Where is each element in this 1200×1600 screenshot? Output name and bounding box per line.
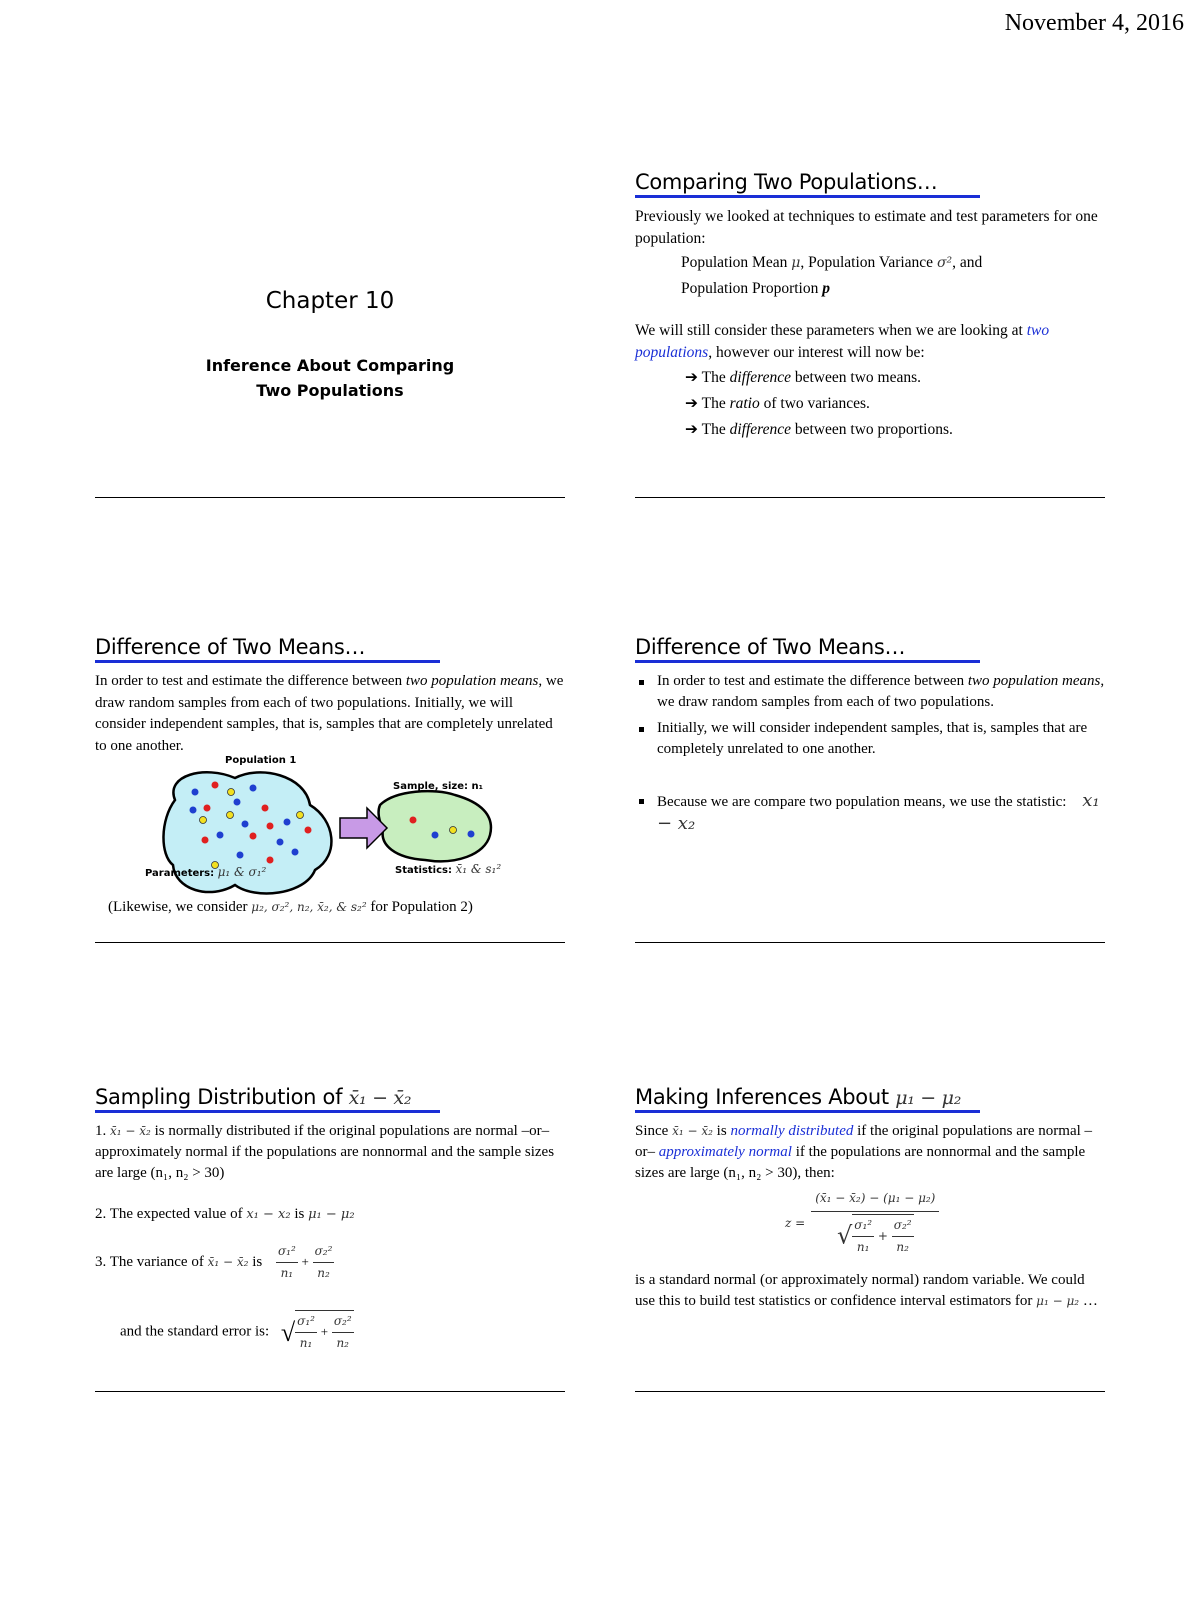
numerator: σ₂²	[313, 1241, 335, 1263]
arrow-item-3	[635, 419, 1105, 441]
variance-fraction-2	[313, 1241, 335, 1284]
z-fraction-2	[892, 1215, 914, 1258]
variance-fraction-1	[276, 1241, 298, 1284]
sqrt-symbol: √	[836, 1221, 853, 1250]
document-date: November 4, 2016	[1004, 10, 1184, 36]
bullet-list	[635, 671, 1105, 836]
arrow-icon: ➔	[685, 395, 698, 412]
item-math: x̄₁ − x̄₂	[207, 1254, 249, 1269]
arrow-icon: ➔	[685, 421, 698, 438]
text: The	[701, 369, 726, 386]
intro-paragraph	[95, 671, 565, 757]
slide-making-inferences	[635, 1085, 1105, 1415]
title-math: x̄₁ − x̄₂	[348, 1087, 412, 1109]
slide-divider	[635, 942, 1105, 943]
bullet-item: Initially, we will consider independent samples, that is, samples that are completely unrelated to one another.	[657, 718, 1105, 760]
chapter-subtitle-line1: Inference About Comparing	[205, 356, 455, 375]
slide-divider	[95, 942, 565, 943]
denominator: n₂	[896, 1240, 909, 1254]
text: We will still consider these parameters when we are looking at	[635, 322, 1023, 339]
numerator: σ₂²	[892, 1215, 914, 1237]
conclusion-math: μ₁ − μ₂	[1036, 1294, 1080, 1308]
highlight-two-populations: two populations	[635, 322, 1050, 361]
numerator: σ₁²	[276, 1241, 298, 1263]
slide-body	[95, 671, 565, 757]
interest-paragraph	[635, 320, 1105, 364]
conclusion-paragraph	[635, 1270, 1105, 1312]
slide-difference-two-means-diagram	[95, 635, 565, 965]
item-2	[95, 1204, 565, 1225]
slide-body	[95, 1121, 565, 1354]
title-math: μ₁ − μ₂	[895, 1087, 962, 1109]
text: 3. The variance of	[95, 1253, 204, 1270]
parameter-line-2	[635, 278, 1105, 300]
text: The	[701, 395, 726, 412]
slide-title	[635, 1085, 961, 1110]
title-underline	[95, 1110, 440, 1113]
stats-math: x̄₁ & s₁²	[455, 862, 502, 876]
slide-difference-two-means-bullets	[635, 635, 1105, 965]
text: is a standard normal (or approximately normal) random variable. We could use this to build test statistics or confidence interval estimators for	[635, 1272, 1085, 1309]
text: 1.	[95, 1123, 107, 1139]
population-sample-diagram	[95, 760, 565, 900]
text: Population Mean	[681, 254, 788, 271]
chapter-heading: Chapter 10	[265, 288, 395, 314]
arrow-icon: ➔	[685, 369, 698, 386]
highlight-approximately-normal: approximately normal	[658, 1144, 792, 1160]
denominator: n₂	[317, 1266, 330, 1280]
likewise-line	[108, 899, 473, 916]
sqrt-symbol: √	[280, 1317, 296, 1347]
sample-blob	[379, 791, 491, 861]
slide-title	[95, 1085, 411, 1110]
item-1	[95, 1121, 565, 1184]
emphasis: difference	[729, 421, 791, 438]
text: , we draw random samples from each of two populations. Initially, we will consider independent samples, that is, samples that are completely unrelated to one another.	[95, 673, 564, 754]
params-math: μ₁ & σ₁²	[217, 865, 267, 879]
title-underline	[635, 1110, 980, 1113]
emphasis: ratio	[729, 395, 760, 412]
plus-sign: +	[320, 1323, 329, 1339]
plus-sign: +	[877, 1229, 888, 1243]
denominator: n₁	[856, 1240, 870, 1254]
slide-body	[635, 1121, 1105, 1312]
statistics-label	[395, 862, 501, 876]
z-fraction-1	[852, 1215, 874, 1258]
denominator: n₂	[336, 1336, 349, 1350]
text: 2. The expected value of	[95, 1206, 243, 1222]
text: Sampling Distribution of	[95, 1085, 343, 1109]
numerator: σ₁²	[852, 1215, 874, 1237]
text: Statistics:	[395, 865, 452, 876]
plus-sign: +	[301, 1253, 309, 1269]
title-underline	[635, 195, 980, 198]
numerator: σ₂²	[332, 1311, 354, 1333]
slide-divider	[95, 497, 565, 498]
since-paragraph	[635, 1121, 1105, 1184]
text: if the original populations are normal –or–	[635, 1123, 1093, 1160]
statistic-math: x₁ − x₂	[657, 790, 1100, 834]
standard-error-line	[95, 1310, 565, 1354]
slide-title: Comparing Two Populations…	[635, 170, 938, 194]
se-fraction-2	[332, 1311, 354, 1354]
chapter-subtitle-line2: Two Populations	[256, 381, 404, 400]
arrow-item-1	[635, 367, 1105, 389]
slide-comparing-two-populations	[635, 170, 1105, 500]
text: In order to test and estimate the difference between	[95, 673, 403, 689]
highlight-normally-distributed: normally distributed	[730, 1123, 854, 1139]
se-fraction-1	[295, 1311, 317, 1354]
since-math: x̄₁ − x̄₂	[672, 1124, 713, 1138]
slide-body	[635, 206, 1105, 441]
text: and the standard error is:	[120, 1323, 270, 1340]
slide-title: Difference of Two Means…	[635, 635, 906, 659]
sample-label: Sample, size: n₁	[393, 781, 483, 792]
slide-divider	[635, 1391, 1105, 1392]
item-math: x₁ − x₂	[246, 1207, 291, 1222]
slide-divider	[95, 1391, 565, 1392]
slide-title: Difference of Two Means…	[95, 635, 366, 659]
arrow-item-2	[635, 393, 1105, 415]
population-label: Population 1	[225, 755, 297, 766]
parameter-line-1	[635, 252, 1105, 274]
parameters-label	[145, 865, 266, 879]
text: is normally distributed if the original populations are normal –or– approximately normal if the populations are nonnormal and the sample sizes are large (n₁, n₂ > 30)	[95, 1123, 555, 1181]
denominator: n₁	[299, 1336, 313, 1350]
text: is	[294, 1206, 305, 1222]
emphasis: two population means	[405, 673, 539, 689]
z-numerator: (x̄₁ − x̄₂) − (μ₁ − μ₂)	[811, 1188, 939, 1212]
slide-chapter-title	[95, 170, 565, 500]
text: In order to test and estimate the difference between	[657, 673, 965, 689]
text: for Population 2)	[370, 899, 473, 915]
z-lhs: z =	[785, 1215, 806, 1230]
intro-paragraph: Previously we looked at techniques to estimate and test parameters for one population:	[635, 208, 1098, 247]
text: Making Inferences About	[635, 1085, 889, 1109]
emphasis: two population means	[967, 673, 1101, 689]
text: between two means.	[794, 369, 921, 386]
item-3	[95, 1241, 565, 1284]
mu-symbol: μ	[791, 255, 801, 271]
slide-sampling-distribution	[95, 1085, 565, 1415]
item-math: μ₁ − μ₂	[308, 1207, 355, 1222]
bullet-item	[657, 790, 1105, 836]
text: (Likewise, we consider	[108, 899, 248, 915]
text: The	[701, 421, 726, 438]
text: between two proportions.	[794, 421, 953, 438]
likewise-math: μ₂, σ₂², n₂, x̄₂, & s₂²	[251, 900, 367, 914]
text: Parameters:	[145, 868, 215, 879]
text: of two variances.	[763, 395, 870, 412]
text: Since	[635, 1123, 669, 1139]
text: is	[716, 1123, 727, 1139]
slide-divider	[635, 497, 1105, 498]
p-symbol: p	[822, 280, 830, 297]
text: …	[1082, 1293, 1098, 1309]
numerator: σ₁²	[295, 1311, 317, 1333]
text: Because we are compare two population means, we use the statistic:	[657, 794, 1067, 810]
bullet-item	[657, 671, 1105, 713]
slide-body	[635, 671, 1105, 836]
text: Population Proportion	[681, 280, 819, 297]
text: is	[252, 1253, 263, 1270]
denominator: n₁	[280, 1266, 294, 1280]
sigma-squared-symbol: σ²	[936, 255, 953, 271]
text: , we draw random samples from each of two populations.	[657, 673, 1105, 710]
text: , and	[952, 254, 983, 271]
title-underline	[635, 660, 980, 663]
item-math: x̄₁ − x̄₂	[110, 1124, 151, 1138]
emphasis: difference	[729, 369, 791, 386]
title-underline	[95, 660, 440, 663]
z-formula	[785, 1188, 1105, 1258]
text: if the populations are nonnormal and the sample sizes are large (n₁, n₂ > 30), then:	[635, 1144, 1086, 1181]
text: , however our interest will now be:	[708, 344, 925, 361]
text: , Population Variance	[800, 254, 934, 271]
